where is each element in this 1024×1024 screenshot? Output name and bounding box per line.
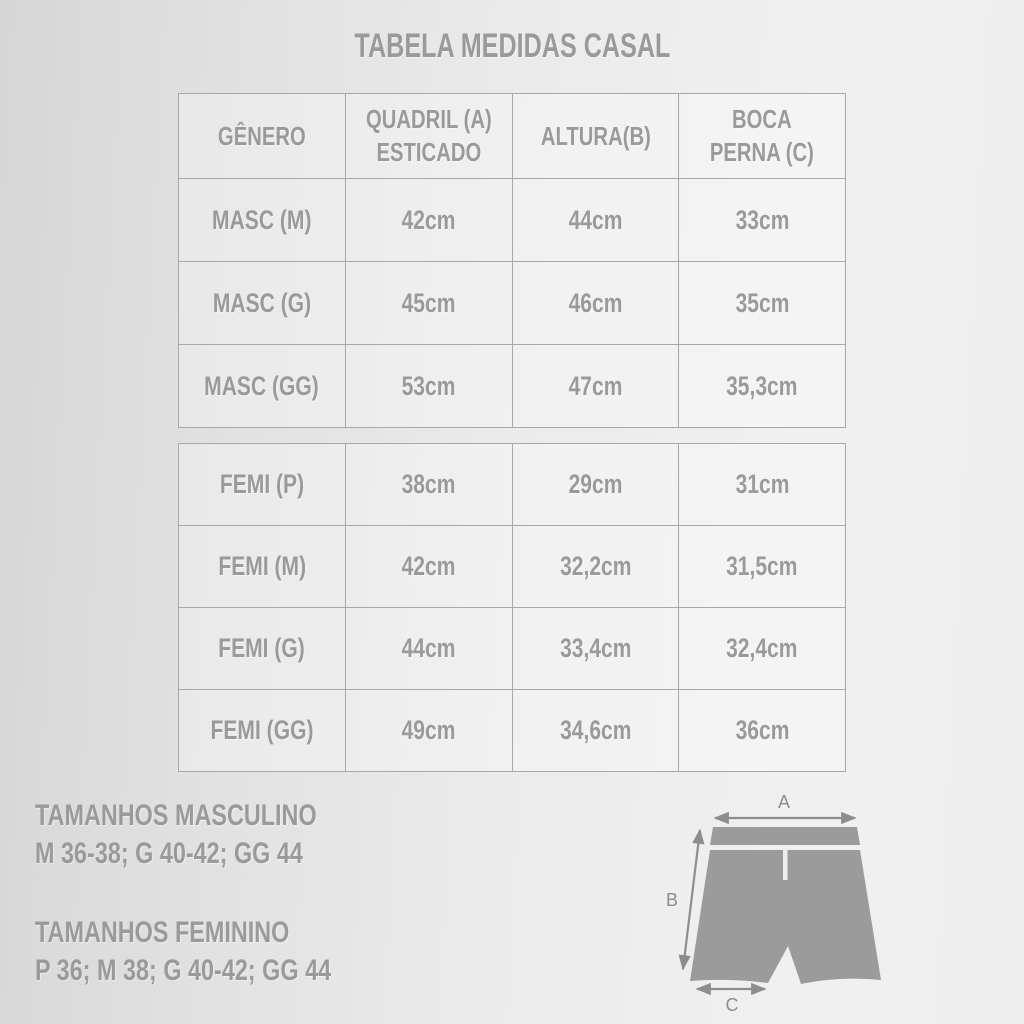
table-row-femi-p [179, 444, 846, 526]
table-row-femi-m [179, 526, 846, 608]
cell-genero: MASC (M) [179, 179, 346, 262]
male-sizes-note [35, 797, 415, 873]
header-boca-line2: PERNA (C) [710, 137, 815, 167]
cell-quadril: 53cm [345, 345, 512, 428]
male-size-table [178, 93, 846, 428]
table-row-masc-m [179, 179, 846, 262]
header-quadril-line2: ESTICADO [376, 137, 482, 167]
shorts-waistband [710, 827, 860, 845]
female-sizes-values: P 36; M 38; G 40-42; GG 44 [35, 954, 332, 987]
size-notes [35, 797, 415, 1024]
male-sizes-values: M 36-38; G 40-42; GG 44 [35, 837, 303, 870]
female-size-table-grid [178, 443, 846, 772]
cell-altura: 34,6cm [512, 690, 679, 772]
cell-genero: FEMI (P) [179, 444, 346, 526]
cell-quadril: 49cm [345, 690, 512, 772]
cell-boca: 33cm [679, 179, 846, 262]
page-title-text: TABELA MEDIDAS CASAL [354, 27, 670, 65]
cell-genero: MASC (GG) [179, 345, 346, 428]
page-title [0, 26, 1024, 66]
cell-quadril: 45cm [345, 262, 512, 345]
table-row-femi-gg [179, 690, 846, 772]
header-genero-line1: GÊNERO [217, 120, 306, 151]
table-row-femi-g [179, 608, 846, 690]
cell-quadril: 38cm [345, 444, 512, 526]
cell-genero: MASC (G) [179, 262, 346, 345]
header-quadril-line1: QUADRIL (A) [365, 104, 492, 134]
female-sizes-note [35, 914, 415, 990]
shorts-measurement-diagram [655, 788, 890, 1023]
cell-boca: 36cm [679, 690, 846, 772]
header-cell-quadril [345, 94, 512, 179]
header-altura-line1: ALTURA(B) [540, 120, 651, 151]
cell-boca: 35,3cm [679, 345, 846, 428]
cell-altura: 46cm [512, 262, 679, 345]
cell-boca: 31cm [679, 444, 846, 526]
cell-boca: 35cm [679, 262, 846, 345]
female-sizes-title: TAMANHOS FEMININO [35, 916, 290, 949]
cell-boca: 32,4cm [679, 608, 846, 690]
cell-boca: 31,5cm [679, 526, 846, 608]
measure-label-c: C [725, 995, 739, 1015]
cell-quadril: 42cm [345, 179, 512, 262]
cell-altura: 29cm [512, 444, 679, 526]
cell-genero: FEMI (GG) [179, 690, 346, 772]
cell-altura: 32,2cm [512, 526, 679, 608]
cell-altura: 33,4cm [512, 608, 679, 690]
table-row-masc-gg [179, 345, 846, 428]
shorts-drawstring [783, 850, 788, 880]
cell-altura: 47cm [512, 345, 679, 428]
cell-genero: FEMI (M) [179, 526, 346, 608]
measure-label-b: B [665, 890, 679, 910]
measure-label-a: A [777, 792, 791, 812]
cell-genero: FEMI (G) [179, 608, 346, 690]
header-cell-altura [512, 94, 679, 179]
cell-quadril: 42cm [345, 526, 512, 608]
male-size-table-grid [178, 93, 846, 428]
header-row [179, 94, 846, 179]
male-sizes-title: TAMANHOS MASCULINO [35, 799, 317, 832]
header-cell-genero [179, 94, 346, 179]
cell-altura: 44cm [512, 179, 679, 262]
female-size-table [178, 443, 846, 772]
table-row-masc-g [179, 262, 846, 345]
header-cell-boca [679, 94, 846, 179]
header-boca-line1: BOCA [732, 104, 792, 134]
cell-quadril: 44cm [345, 608, 512, 690]
